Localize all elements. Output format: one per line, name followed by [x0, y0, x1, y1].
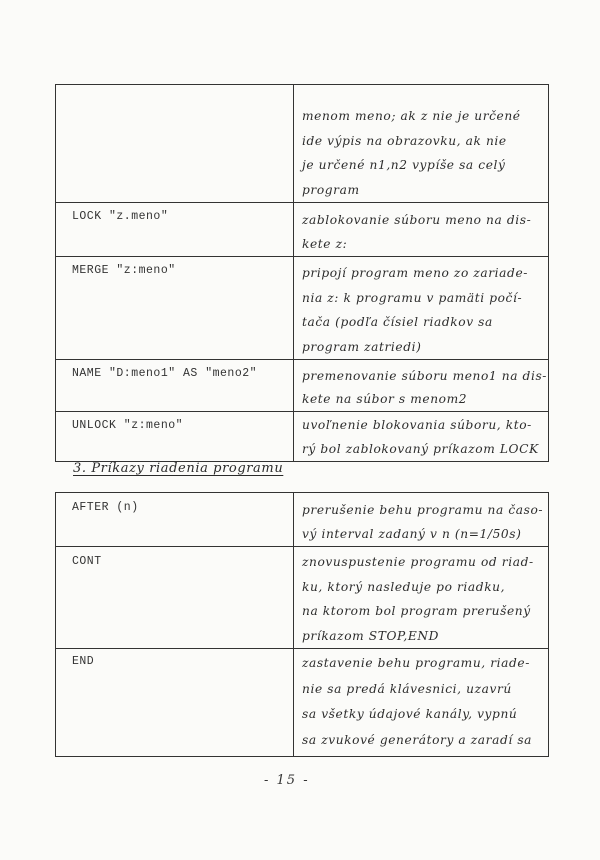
description-cell: [294, 360, 549, 412]
table-row: [56, 360, 549, 412]
description-cell: [294, 85, 549, 203]
commands-table-program-control: [55, 492, 549, 757]
command-cell: [56, 85, 294, 203]
description-line: premenovanie súboru meno1 na dis-: [302, 369, 548, 383]
description-line: na ktorom bol program prerušený: [302, 604, 531, 618]
commands-table-disk: [55, 84, 549, 462]
description-line: znovuspustenie programu od riad-: [302, 555, 534, 569]
description-line: tača (podľa čísiel riadkov sa: [302, 315, 493, 329]
description-line: program: [302, 182, 360, 197]
command-cell: END: [56, 649, 294, 757]
description-line: kete na súbor s menom2: [302, 392, 468, 406]
description-cell: [294, 649, 549, 757]
table-row: [56, 547, 549, 649]
table-row: [56, 649, 549, 757]
description-line: kete z:: [302, 237, 348, 251]
description-line: vý interval zadaný v n (n=1/50s): [302, 527, 522, 541]
command-cell: UNLOCK "z:meno": [56, 412, 294, 462]
description-line: nie sa predá klávesnici, uzavrú: [302, 681, 512, 696]
description-line: pripojí program meno zo zariade-: [302, 266, 528, 280]
description-line: ide výpis na obrazovku, ak nie: [302, 133, 507, 148]
description-line: ku, ktorý nasleduje po riadku,: [302, 579, 506, 594]
description-line: program zatriedi): [302, 339, 422, 354]
description-cell: [294, 203, 549, 257]
description-line: sa zvukové generátory a zaradí sa: [302, 732, 533, 747]
description-cell: [294, 412, 549, 462]
description-cell: [294, 257, 549, 360]
command-cell: LOCK "z.meno": [56, 203, 294, 257]
description-line: je určené n1,n2 vypíše sa celý: [302, 158, 506, 172]
command-cell: NAME "D:meno1" AS "meno2": [56, 360, 294, 412]
page-number: - 15 -: [264, 773, 310, 788]
command-cell: CONT: [56, 547, 294, 649]
table-row: [56, 493, 549, 547]
description-cell: [294, 547, 549, 649]
description-line: nia z: k programu v pamäti počí-: [302, 290, 523, 305]
command-cell: MERGE "z:meno": [56, 257, 294, 360]
description-line: sa všetky údajové kanály, vypnú: [302, 707, 518, 721]
table-row: [56, 85, 549, 203]
description-cell: [294, 493, 549, 547]
description-line: príkazom STOP,END: [302, 628, 439, 643]
description-line: rý bol zablokovaný príkazom LOCK: [302, 442, 539, 456]
description-line: zablokovanie súboru meno na dis-: [302, 213, 532, 227]
command-cell: AFTER (n): [56, 493, 294, 547]
description-line: uvoľnenie blokovania súboru, kto-: [302, 418, 532, 432]
section-heading: 3. Príkazy riadenia programu: [73, 461, 284, 476]
table-row: [56, 203, 549, 257]
description-line: prerušenie behu programu na časo-: [302, 503, 544, 517]
description-line: menom meno; ak z nie je určené: [302, 109, 521, 123]
table-row: [56, 412, 549, 462]
description-line: zastavenie behu programu, riade-: [302, 656, 530, 670]
table-row: [56, 257, 549, 360]
